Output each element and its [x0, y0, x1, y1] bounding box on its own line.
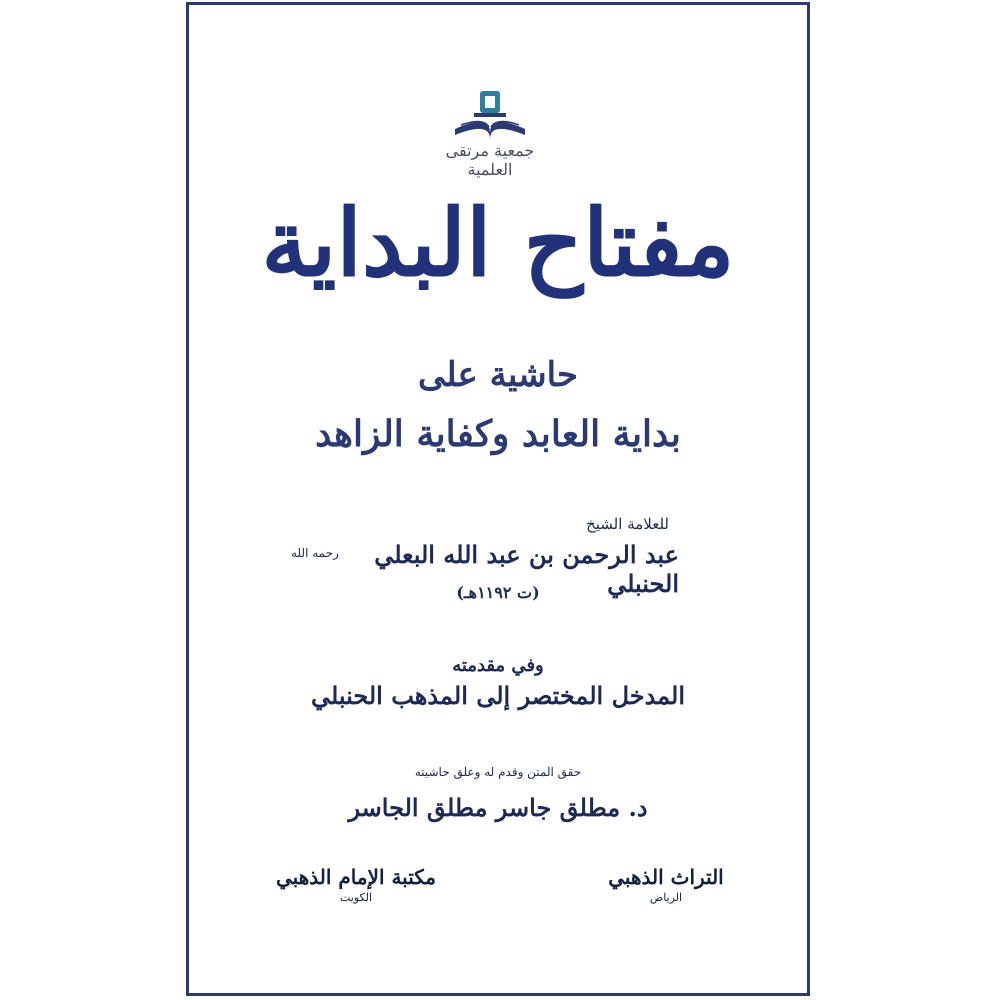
publisher-left-name: مكتبة الإمام الذهبي — [275, 865, 437, 889]
author-label: للعلامة الشيخ — [586, 515, 669, 533]
editor-label: حقق المتن وقدم له وعلق حاشيته — [414, 765, 582, 779]
publisher-right-city: الرياض — [649, 891, 683, 904]
publisher-left-city: الكويت — [339, 891, 373, 904]
editor-name: د. مطلق جاسر مطلق الجاسر — [348, 793, 648, 822]
logo-text: جمعية مرتقى العلمية — [445, 141, 535, 179]
author-death-date: (ت ١١٩٢هـ) — [456, 583, 540, 602]
subtitle-line2: بداية العابد وكفاية الزاهد — [315, 413, 681, 455]
subtitle-line1: حاشية على — [417, 355, 579, 395]
author-honorific: رحمه الله — [291, 546, 339, 560]
introduction-label: وفي مقدمته — [452, 655, 544, 676]
book-title: مفتاح البداية — [261, 189, 735, 297]
publisher-logo — [425, 89, 555, 179]
author-name: عبد الرحمن بن عبد الله البعلي الحنبلي — [374, 540, 679, 598]
introduction-title: المدخل المختصر إلى المذهب الحنبلي — [310, 681, 686, 710]
publisher-left — [271, 865, 441, 904]
publisher-right — [581, 865, 751, 904]
publisher-right-name: التراث الذهبي — [608, 865, 724, 889]
book-building-icon — [425, 89, 555, 141]
book-cover-frame — [186, 2, 810, 996]
